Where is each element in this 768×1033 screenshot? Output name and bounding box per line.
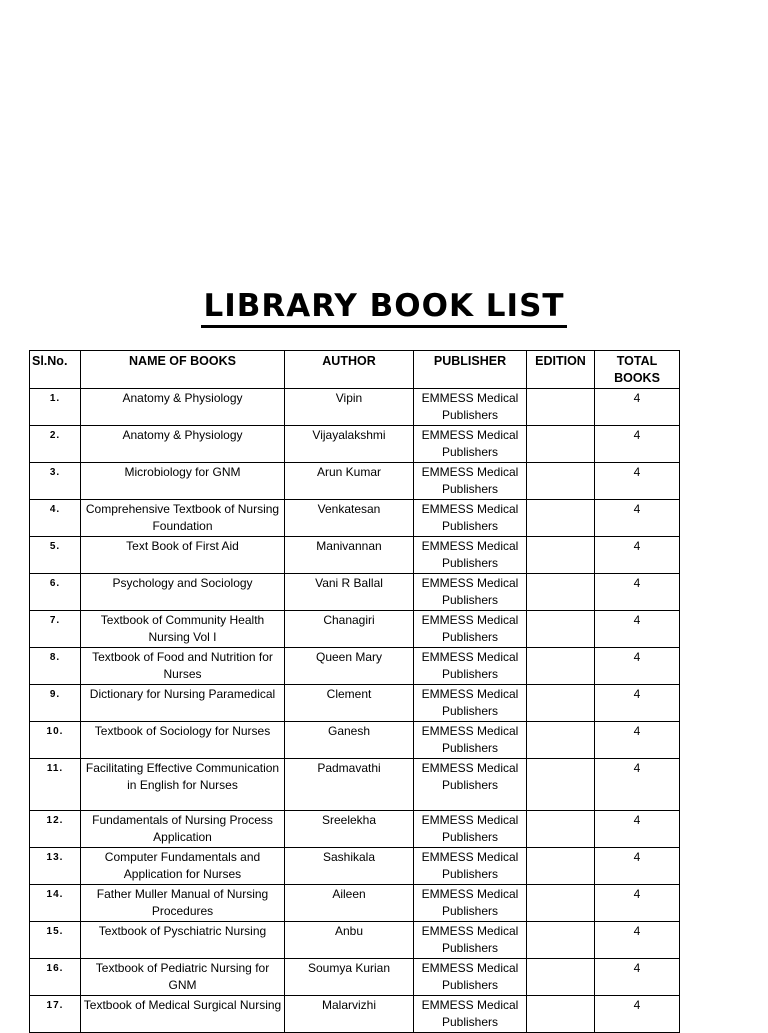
row-edition: [527, 811, 595, 848]
row-author: Soumya Kurian: [285, 959, 414, 996]
row-edition: [527, 389, 595, 426]
row-sl-no: 5.: [30, 537, 81, 574]
row-author: Vipin: [285, 389, 414, 426]
row-edition: [527, 426, 595, 463]
table-row: [30, 537, 680, 574]
row-author: Vani R Ballal: [285, 574, 414, 611]
row-sl-no: 9.: [30, 685, 81, 722]
row-total-books: 4: [595, 959, 680, 996]
row-total-books: 4: [595, 574, 680, 611]
row-publisher: EMMESS Medical Publishers: [414, 722, 527, 759]
row-total-books: 4: [595, 811, 680, 848]
row-book-name: Fundamentals of Nursing Process Application: [81, 811, 285, 848]
row-author: Sashikala: [285, 848, 414, 885]
row-author: Queen Mary: [285, 648, 414, 685]
row-publisher: EMMESS Medical Publishers: [414, 848, 527, 885]
page-title: [0, 288, 768, 328]
row-publisher: EMMESS Medical Publishers: [414, 537, 527, 574]
row-author: Sreelekha: [285, 811, 414, 848]
row-total-books: 4: [595, 922, 680, 959]
row-publisher: EMMESS Medical Publishers: [414, 996, 527, 1033]
row-edition: [527, 722, 595, 759]
row-publisher: EMMESS Medical Publishers: [414, 759, 527, 811]
table-row: [30, 848, 680, 885]
row-publisher: EMMESS Medical Publishers: [414, 574, 527, 611]
row-book-name: Microbiology for GNM: [81, 463, 285, 500]
row-edition: [527, 463, 595, 500]
row-book-name: Textbook of Medical Surgical Nursing: [81, 996, 285, 1033]
table-row: [30, 885, 680, 922]
row-publisher: EMMESS Medical Publishers: [414, 959, 527, 996]
row-total-books: 4: [595, 848, 680, 885]
column-header-edition: EDITION: [527, 351, 595, 389]
table-row: [30, 996, 680, 1033]
row-publisher: EMMESS Medical Publishers: [414, 922, 527, 959]
row-total-books: 4: [595, 500, 680, 537]
row-book-name: Textbook of Sociology for Nurses: [81, 722, 285, 759]
row-publisher: EMMESS Medical Publishers: [414, 500, 527, 537]
row-book-name: Textbook of Community Health Nursing Vol I: [81, 611, 285, 648]
row-publisher: EMMESS Medical Publishers: [414, 463, 527, 500]
column-header-name-of-books: NAME OF BOOKS: [81, 351, 285, 389]
table-header: [30, 351, 680, 389]
row-total-books: 4: [595, 611, 680, 648]
row-edition: [527, 500, 595, 537]
row-publisher: EMMESS Medical Publishers: [414, 611, 527, 648]
row-sl-no: 12.: [30, 811, 81, 848]
row-sl-no: 15.: [30, 922, 81, 959]
row-book-name: Comprehensive Textbook of Nursing Foundation: [81, 500, 285, 537]
row-total-books: 4: [595, 426, 680, 463]
row-sl-no: 8.: [30, 648, 81, 685]
row-sl-no: 6.: [30, 574, 81, 611]
row-author: Malarvizhi: [285, 996, 414, 1033]
row-edition: [527, 848, 595, 885]
row-sl-no: 13.: [30, 848, 81, 885]
row-author: Arun Kumar: [285, 463, 414, 500]
row-sl-no: 1.: [30, 389, 81, 426]
row-edition: [527, 685, 595, 722]
table-row: [30, 922, 680, 959]
row-total-books: 4: [595, 722, 680, 759]
row-sl-no: 4.: [30, 500, 81, 537]
table-row: [30, 611, 680, 648]
row-total-books: 4: [595, 389, 680, 426]
column-header-sl-no: Sl.No.: [30, 351, 81, 389]
row-sl-no: 7.: [30, 611, 81, 648]
column-header-total-books: TOTAL BOOKS: [595, 351, 680, 389]
row-sl-no: 3.: [30, 463, 81, 500]
row-book-name: Computer Fundamentals and Application for Nurses: [81, 848, 285, 885]
row-book-name: Textbook of Pediatric Nursing for GNM: [81, 959, 285, 996]
row-edition: [527, 648, 595, 685]
table-body: [30, 389, 680, 1033]
row-book-name: Textbook of Pyschiatric Nursing: [81, 922, 285, 959]
table-row: [30, 389, 680, 426]
row-total-books: 4: [595, 996, 680, 1033]
row-total-books: 4: [595, 648, 680, 685]
row-sl-no: 2.: [30, 426, 81, 463]
row-sl-no: 10.: [30, 722, 81, 759]
row-total-books: 4: [595, 537, 680, 574]
row-edition: [527, 996, 595, 1033]
row-edition: [527, 537, 595, 574]
row-total-books: 4: [595, 685, 680, 722]
table-row: [30, 685, 680, 722]
row-total-books: 4: [595, 885, 680, 922]
row-edition: [527, 611, 595, 648]
row-book-name: Psychology and Sociology: [81, 574, 285, 611]
row-sl-no: 14.: [30, 885, 81, 922]
row-publisher: EMMESS Medical Publishers: [414, 648, 527, 685]
row-sl-no: 17.: [30, 996, 81, 1033]
book-list-table: [29, 350, 680, 1033]
row-publisher: EMMESS Medical Publishers: [414, 389, 527, 426]
row-book-name: Anatomy & Physiology: [81, 426, 285, 463]
row-author: Manivannan: [285, 537, 414, 574]
row-publisher: EMMESS Medical Publishers: [414, 426, 527, 463]
row-publisher: EMMESS Medical Publishers: [414, 685, 527, 722]
table-row: [30, 648, 680, 685]
row-author: Clement: [285, 685, 414, 722]
column-header-publisher: PUBLISHER: [414, 351, 527, 389]
row-edition: [527, 885, 595, 922]
table-row: [30, 463, 680, 500]
table-row: [30, 759, 680, 811]
table-row: [30, 500, 680, 537]
table-row: [30, 722, 680, 759]
row-author: Venkatesan: [285, 500, 414, 537]
row-edition: [527, 922, 595, 959]
row-edition: [527, 574, 595, 611]
row-publisher: EMMESS Medical Publishers: [414, 885, 527, 922]
column-header-author: AUTHOR: [285, 351, 414, 389]
row-author: Vijayalakshmi: [285, 426, 414, 463]
row-author: Anbu: [285, 922, 414, 959]
page-title-text: LIBRARY BOOK LIST: [201, 288, 566, 328]
row-book-name: Facilitating Effective Communication in English for Nurses: [81, 759, 285, 811]
row-total-books: 4: [595, 463, 680, 500]
row-edition: [527, 959, 595, 996]
row-book-name: Textbook of Food and Nutrition for Nurses: [81, 648, 285, 685]
table-row: [30, 959, 680, 996]
table-row: [30, 811, 680, 848]
row-total-books: 4: [595, 759, 680, 811]
table-row: [30, 574, 680, 611]
row-book-name: Anatomy & Physiology: [81, 389, 285, 426]
row-author: Padmavathi: [285, 759, 414, 811]
row-book-name: Dictionary for Nursing Paramedical: [81, 685, 285, 722]
table-row: [30, 426, 680, 463]
row-edition: [527, 759, 595, 811]
row-author: Aileen: [285, 885, 414, 922]
row-author: Chanagiri: [285, 611, 414, 648]
row-sl-no: 16.: [30, 959, 81, 996]
row-book-name: Father Muller Manual of Nursing Procedures: [81, 885, 285, 922]
row-publisher: EMMESS Medical Publishers: [414, 811, 527, 848]
row-book-name: Text Book of First Aid: [81, 537, 285, 574]
row-sl-no: 11.: [30, 759, 81, 811]
row-author: Ganesh: [285, 722, 414, 759]
